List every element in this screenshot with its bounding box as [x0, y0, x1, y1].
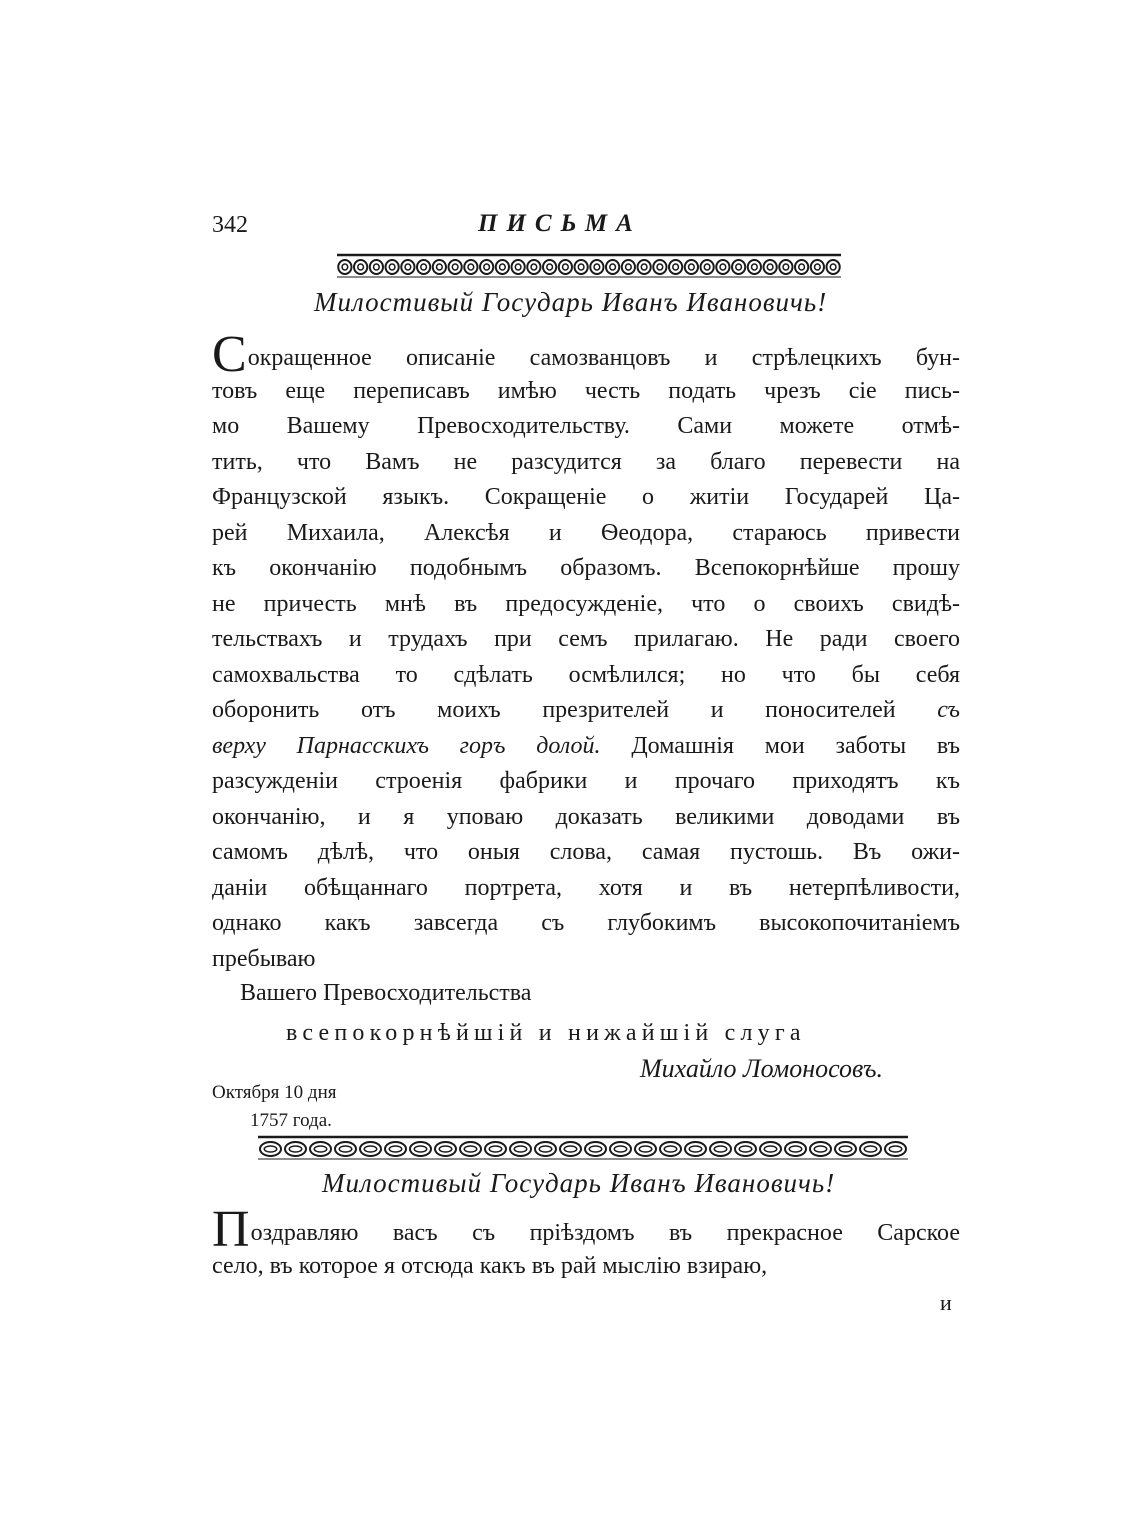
- text-line: [212, 624, 960, 654]
- line-text: самомъ дѣлѣ, что оныя слова, самая пустошь. Въ ожи-: [212, 839, 960, 865]
- ornamental-rule-divider: [258, 1135, 908, 1161]
- servant-line: всепокорнѣйшій и нижайшій слуга: [286, 1020, 806, 1046]
- text-line: [212, 589, 960, 619]
- text-line: [212, 908, 960, 938]
- text-line: [212, 447, 960, 477]
- text-line: [212, 695, 960, 725]
- line-text: Домашнія мои заботы въ: [600, 732, 961, 759]
- italic-phrase: верху Парнасскихъ горъ долой.: [212, 732, 601, 759]
- line-text: оборонить отъ моихъ презрителей и поносителей: [212, 697, 938, 723]
- text-line: [212, 837, 960, 867]
- line-text: къ окончанію подобнымъ образомъ. Всепокорнѣйше прошу: [212, 555, 960, 581]
- line-text: пребываю: [212, 945, 316, 972]
- ornamental-rule-top: [337, 253, 841, 279]
- line-text: Французской языкъ. Сокращеніе о житіи Государей Ца-: [212, 484, 960, 510]
- line-text: тить, что Вамъ не разсудится за благо перевести на: [212, 448, 960, 475]
- letter2-salutation: Милостивый Государь Иванъ Ивановичь!: [322, 1168, 836, 1198]
- text-line: [212, 1201, 960, 1258]
- line-text: село, въ которое я отсюда какъ въ рай мыслію взираю,: [212, 1253, 768, 1279]
- text-line: [212, 873, 960, 903]
- line-text: окращенное описаніе самозванцовъ и стрѣлецкихъ бун-: [247, 345, 960, 371]
- text-line: [212, 553, 960, 583]
- text-line: [212, 376, 960, 406]
- text-line: [212, 660, 960, 690]
- drop-cap: С: [212, 326, 247, 383]
- text-line: [212, 944, 960, 974]
- signature: Михайло Ломоносовъ.: [640, 1054, 883, 1083]
- text-line: [212, 326, 960, 383]
- line-text: разсужденіи строенія фабрики и прочаго приходятъ къ: [212, 768, 960, 794]
- line-text: товъ еще переписавъ имѣю честь подать чрезъ сіе пись-: [212, 377, 960, 404]
- drop-cap: П: [212, 1201, 250, 1258]
- line-text: тельствахъ и трудахъ при семъ прилагаю. Не ради своего: [212, 626, 960, 652]
- line-text: самохвальства то сдѣлать осмѣлился; но что бы себя: [212, 661, 960, 688]
- line-text: однако какъ завсегда съ глубокимъ высокопочитаніемъ: [212, 910, 960, 936]
- line-text: окончанію, и я уповаю доказать великими доводами въ: [212, 803, 960, 830]
- text-line: [212, 411, 960, 441]
- text-line: [212, 518, 960, 548]
- page-number: 342: [212, 212, 248, 238]
- date-line-1: Октября 10 дня: [212, 1082, 337, 1103]
- line-text: не причесть мнѣ въ предосужденіе, что о своихъ свидѣ-: [212, 590, 960, 617]
- text-line: [212, 482, 960, 512]
- closing-formula: Вашего Превосходительства: [240, 980, 532, 1006]
- text-line: [212, 1251, 960, 1281]
- italic-phrase: съ: [937, 697, 960, 723]
- text-line: [212, 802, 960, 832]
- line-text: оздравляю васъ съ пріѣздомъ въ прекрасное Сарское: [250, 1220, 960, 1246]
- date-line-2: 1757 года.: [250, 1110, 332, 1131]
- line-text: мо Вашему Превосходительству. Сами можете отмѣ-: [212, 413, 960, 439]
- running-title: ПИСЬМА: [478, 210, 642, 237]
- line-text: даніи обѣщаннаго портрета, хотя и въ нетерпѣливости,: [212, 874, 960, 901]
- line-text: рей Михаила, Алексѣя и Ѳеодора, стараюсь привести: [212, 519, 960, 546]
- catchword: и: [940, 1290, 952, 1315]
- text-line: [212, 766, 960, 796]
- letter1-salutation: Милостивый Государь Иванъ Ивановичь!: [314, 287, 828, 317]
- text-line: [212, 731, 960, 761]
